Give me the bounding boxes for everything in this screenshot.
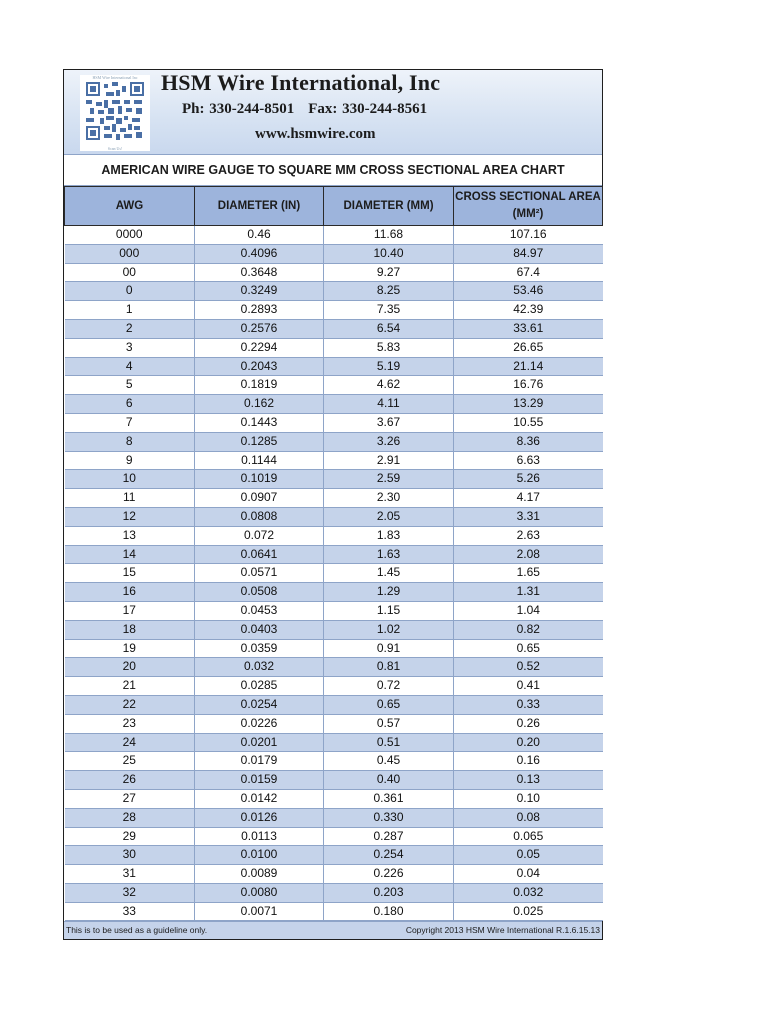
- table-row: [65, 601, 603, 620]
- diameter-in-cell: 0.0285: [195, 677, 324, 696]
- table-row: [65, 526, 603, 545]
- area-cell: 0.065: [454, 827, 603, 846]
- area-cell: 2.08: [454, 545, 603, 564]
- diameter-in-cell: 0.162: [195, 395, 324, 414]
- awg-cell: 3: [65, 338, 195, 357]
- diameter-mm-cell: 3.67: [324, 413, 454, 432]
- area-cell: 5.26: [454, 470, 603, 489]
- diameter-mm-cell: 1.02: [324, 620, 454, 639]
- awg-cell: 26: [65, 771, 195, 790]
- diameter-in-cell: 0.032: [195, 658, 324, 677]
- awg-cell: 12: [65, 507, 195, 526]
- table-row: [65, 733, 603, 752]
- area-cell: 6.63: [454, 451, 603, 470]
- awg-cell: 5: [65, 376, 195, 395]
- wire-gauge-chart-sheet: [63, 69, 603, 940]
- diameter-mm-cell: 0.65: [324, 695, 454, 714]
- diameter-in-cell: 0.0808: [195, 507, 324, 526]
- diameter-mm-cell: 0.57: [324, 714, 454, 733]
- awg-cell: 23: [65, 714, 195, 733]
- diameter-mm-cell: 1.29: [324, 583, 454, 602]
- table-row: [65, 282, 603, 301]
- table-row: [65, 263, 603, 282]
- table-header-row: [65, 187, 603, 226]
- table-row: [65, 376, 603, 395]
- diameter-mm-cell: 11.68: [324, 226, 454, 245]
- diameter-in-cell: 0.0254: [195, 695, 324, 714]
- table-row: [65, 395, 603, 414]
- awg-cell: 31: [65, 865, 195, 884]
- table-row: [65, 564, 603, 583]
- awg-cell: 15: [65, 564, 195, 583]
- awg-cell: 25: [65, 752, 195, 771]
- awg-cell: 0: [65, 282, 195, 301]
- area-cell: 13.29: [454, 395, 603, 414]
- diameter-mm-cell: 2.91: [324, 451, 454, 470]
- table-row: [65, 827, 603, 846]
- awg-cell: 20: [65, 658, 195, 677]
- table-row: [65, 226, 603, 245]
- diameter-in-cell: 0.2576: [195, 319, 324, 338]
- diameter-mm-cell: 1.15: [324, 601, 454, 620]
- area-cell: 10.55: [454, 413, 603, 432]
- area-cell: 107.16: [454, 226, 603, 245]
- table-row: [65, 808, 603, 827]
- table-row: [65, 583, 603, 602]
- area-cell: 0.65: [454, 639, 603, 658]
- diameter-mm-cell: 10.40: [324, 244, 454, 263]
- diameter-in-cell: 0.0641: [195, 545, 324, 564]
- awg-cell: 00: [65, 263, 195, 282]
- diameter-in-cell: 0.2893: [195, 301, 324, 320]
- area-cell: 1.31: [454, 583, 603, 602]
- diameter-mm-cell: 0.180: [324, 902, 454, 921]
- guideline-note: This is to be used as a guideline only.: [66, 925, 208, 936]
- table-row: [65, 771, 603, 790]
- diameter-mm-cell: 3.26: [324, 432, 454, 451]
- area-cell: 0.025: [454, 902, 603, 921]
- area-cell: 16.76: [454, 376, 603, 395]
- column-header-area: CROSS SECTIONAL AREA (MM²): [454, 187, 603, 226]
- diameter-mm-cell: 0.40: [324, 771, 454, 790]
- diameter-in-cell: 0.1285: [195, 432, 324, 451]
- area-cell: 42.39: [454, 301, 603, 320]
- diameter-in-cell: 0.4096: [195, 244, 324, 263]
- diameter-in-cell: 0.0359: [195, 639, 324, 658]
- area-cell: 0.05: [454, 846, 603, 865]
- table-row: [65, 752, 603, 771]
- table-row: [65, 432, 603, 451]
- area-cell: 0.16: [454, 752, 603, 771]
- diameter-in-cell: 0.0571: [195, 564, 324, 583]
- table-row: [65, 244, 603, 263]
- fax-number: Fax: 330-244-8561: [308, 101, 428, 117]
- diameter-in-cell: 0.0403: [195, 620, 324, 639]
- diameter-mm-cell: 2.30: [324, 489, 454, 508]
- area-cell: 0.20: [454, 733, 603, 752]
- diameter-mm-cell: 0.81: [324, 658, 454, 677]
- awg-cell: 13: [65, 526, 195, 545]
- area-cell: 0.26: [454, 714, 603, 733]
- area-cell: 0.04: [454, 865, 603, 884]
- table-row: [65, 639, 603, 658]
- diameter-mm-cell: 0.203: [324, 883, 454, 902]
- diameter-in-cell: 0.0113: [195, 827, 324, 846]
- diameter-mm-cell: 4.62: [324, 376, 454, 395]
- table-row: [65, 658, 603, 677]
- diameter-in-cell: 0.1019: [195, 470, 324, 489]
- diameter-mm-cell: 0.91: [324, 639, 454, 658]
- diameter-in-cell: 0.0089: [195, 865, 324, 884]
- diameter-in-cell: 0.1443: [195, 413, 324, 432]
- table-row: [65, 902, 603, 921]
- table-row: [65, 883, 603, 902]
- area-cell: 21.14: [454, 357, 603, 376]
- awg-cell: 2: [65, 319, 195, 338]
- area-cell: 0.13: [454, 771, 603, 790]
- area-cell: 84.97: [454, 244, 603, 263]
- awg-cell: 16: [65, 583, 195, 602]
- awg-cell: 4: [65, 357, 195, 376]
- awg-cell: 9: [65, 451, 195, 470]
- awg-cell: 000: [65, 244, 195, 263]
- company-header: [64, 70, 602, 155]
- table-row: [65, 789, 603, 808]
- area-cell: 0.82: [454, 620, 603, 639]
- diameter-in-cell: 0.0159: [195, 771, 324, 790]
- diameter-mm-cell: 8.25: [324, 282, 454, 301]
- qr-bottom-text: Scan Us!: [107, 146, 123, 151]
- area-cell: 0.41: [454, 677, 603, 696]
- awg-cell: 22: [65, 695, 195, 714]
- diameter-mm-cell: 0.287: [324, 827, 454, 846]
- area-cell: 26.65: [454, 338, 603, 357]
- awg-cell: 7: [65, 413, 195, 432]
- diameter-mm-cell: 0.254: [324, 846, 454, 865]
- diameter-mm-cell: 1.83: [324, 526, 454, 545]
- awg-cell: 0000: [65, 226, 195, 245]
- awg-cell: 19: [65, 639, 195, 658]
- table-row: [65, 489, 603, 508]
- table-row: [65, 451, 603, 470]
- diameter-in-cell: 0.2294: [195, 338, 324, 357]
- diameter-mm-cell: 4.11: [324, 395, 454, 414]
- table-body: [65, 226, 603, 921]
- table-row: [65, 846, 603, 865]
- awg-cell: 21: [65, 677, 195, 696]
- area-cell: 53.46: [454, 282, 603, 301]
- table-row: [65, 695, 603, 714]
- area-cell: 2.63: [454, 526, 603, 545]
- area-cell: 67.4: [454, 263, 603, 282]
- table-row: [65, 507, 603, 526]
- diameter-in-cell: 0.0508: [195, 583, 324, 602]
- awg-cell: 18: [65, 620, 195, 639]
- awg-cell: 30: [65, 846, 195, 865]
- chart-title: AMERICAN WIRE GAUGE TO SQUARE MM CROSS SECTIONAL AREA CHART: [64, 155, 602, 186]
- diameter-mm-cell: 0.330: [324, 808, 454, 827]
- diameter-in-cell: 0.46: [195, 226, 324, 245]
- diameter-in-cell: 0.2043: [195, 357, 324, 376]
- awg-cell: 24: [65, 733, 195, 752]
- awg-cell: 10: [65, 470, 195, 489]
- table-row: [65, 545, 603, 564]
- awg-cell: 8: [65, 432, 195, 451]
- diameter-in-cell: 0.3249: [195, 282, 324, 301]
- table-row: [65, 865, 603, 884]
- table-row: [65, 677, 603, 696]
- table-row: [65, 714, 603, 733]
- diameter-in-cell: 0.0453: [195, 601, 324, 620]
- diameter-mm-cell: 1.63: [324, 545, 454, 564]
- diameter-mm-cell: 0.72: [324, 677, 454, 696]
- column-header-diameter-mm: DIAMETER (MM): [324, 187, 454, 226]
- diameter-mm-cell: 6.54: [324, 319, 454, 338]
- company-name: HSM Wire International, Inc: [161, 70, 441, 95]
- diameter-in-cell: 0.0126: [195, 808, 324, 827]
- diameter-in-cell: 0.0226: [195, 714, 324, 733]
- table-row: [65, 301, 603, 320]
- awg-cell: 33: [65, 902, 195, 921]
- table-row: [65, 319, 603, 338]
- qr-code-icon: [86, 82, 144, 140]
- table-row: [65, 338, 603, 357]
- website-link[interactable]: www.hsmwire.com: [255, 126, 376, 142]
- diameter-in-cell: 0.3648: [195, 263, 324, 282]
- contact-numbers: [182, 101, 441, 118]
- area-cell: 1.65: [454, 564, 603, 583]
- table-row: [65, 470, 603, 489]
- diameter-in-cell: 0.1819: [195, 376, 324, 395]
- qr-code[interactable]: [80, 75, 150, 151]
- area-cell: 0.032: [454, 883, 603, 902]
- awg-cell: 1: [65, 301, 195, 320]
- diameter-in-cell: 0.0201: [195, 733, 324, 752]
- area-cell: 0.10: [454, 789, 603, 808]
- awg-cell: 32: [65, 883, 195, 902]
- diameter-in-cell: 0.0071: [195, 902, 324, 921]
- qr-top-text: HSM Wire International Inc: [92, 75, 138, 80]
- column-header-awg: AWG: [65, 187, 195, 226]
- area-cell: 0.08: [454, 808, 603, 827]
- diameter-mm-cell: 7.35: [324, 301, 454, 320]
- copyright-text: Copyright 2013 HSM Wire International R.1.6.15.13: [405, 925, 600, 936]
- area-cell: 8.36: [454, 432, 603, 451]
- table-row: [65, 620, 603, 639]
- diameter-mm-cell: 2.05: [324, 507, 454, 526]
- diameter-in-cell: 0.0080: [195, 883, 324, 902]
- diameter-mm-cell: 2.59: [324, 470, 454, 489]
- table-row: [65, 357, 603, 376]
- awg-cell: 17: [65, 601, 195, 620]
- diameter-mm-cell: 5.83: [324, 338, 454, 357]
- area-cell: 0.52: [454, 658, 603, 677]
- awg-cell: 28: [65, 808, 195, 827]
- diameter-mm-cell: 0.51: [324, 733, 454, 752]
- diameter-in-cell: 0.1144: [195, 451, 324, 470]
- diameter-in-cell: 0.0100: [195, 846, 324, 865]
- diameter-mm-cell: 0.361: [324, 789, 454, 808]
- area-cell: 3.31: [454, 507, 603, 526]
- column-header-diameter-in: DIAMETER (IN): [195, 187, 324, 226]
- table-row: [65, 413, 603, 432]
- diameter-mm-cell: 0.226: [324, 865, 454, 884]
- awg-cell: 29: [65, 827, 195, 846]
- diameter-mm-cell: 1.45: [324, 564, 454, 583]
- diameter-mm-cell: 9.27: [324, 263, 454, 282]
- diameter-in-cell: 0.0179: [195, 752, 324, 771]
- phone-number: Ph: 330-244-8501: [182, 101, 295, 117]
- diameter-in-cell: 0.0907: [195, 489, 324, 508]
- diameter-mm-cell: 0.45: [324, 752, 454, 771]
- awg-cell: 11: [65, 489, 195, 508]
- area-cell: 33.61: [454, 319, 603, 338]
- diameter-in-cell: 0.0142: [195, 789, 324, 808]
- diameter-in-cell: 0.072: [195, 526, 324, 545]
- awg-cell: 27: [65, 789, 195, 808]
- awg-cell: 6: [65, 395, 195, 414]
- area-cell: 0.33: [454, 695, 603, 714]
- area-cell: 1.04: [454, 601, 603, 620]
- awg-table: [64, 186, 603, 921]
- awg-cell: 14: [65, 545, 195, 564]
- footer: [64, 921, 602, 939]
- area-cell: 4.17: [454, 489, 603, 508]
- diameter-mm-cell: 5.19: [324, 357, 454, 376]
